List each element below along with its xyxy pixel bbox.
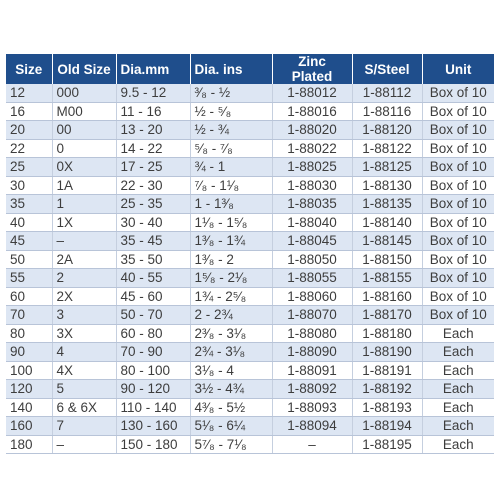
cell-zinc-plated: 1-88080: [272, 324, 352, 343]
cell-dia-mm: 11 - 16: [116, 102, 190, 121]
cell-unit: Box of 10: [422, 213, 494, 232]
table-row: [6, 250, 494, 269]
cell-size: 55: [6, 269, 52, 288]
cell-size: 50: [6, 250, 52, 269]
table-row: [6, 343, 494, 362]
cell-unit: Box of 10: [422, 158, 494, 177]
table-row: [6, 306, 494, 325]
cell-size: 16: [6, 102, 52, 121]
cell-dia-ins: 1¾ - 2⁵⁄₈: [190, 287, 272, 306]
cell-dia-ins: 1⁵⁄₈ - 2¹⁄₈: [190, 269, 272, 288]
cell-size: 40: [6, 213, 52, 232]
cell-old-size: –: [52, 232, 116, 251]
cell-dia-mm: 70 - 90: [116, 343, 190, 362]
cell-unit: Box of 10: [422, 195, 494, 214]
header-size: Size: [6, 54, 52, 84]
cell-zinc-plated: 1-88091: [272, 361, 352, 380]
cell-zinc-plated: 1-88050: [272, 250, 352, 269]
cell-stainless-steel: 1-88193: [352, 398, 422, 417]
table-row: [6, 121, 494, 140]
cell-dia-ins: ½ - ¾: [190, 121, 272, 140]
cell-dia-ins: ¾ - 1: [190, 158, 272, 177]
cell-old-size: 6 & 6X: [52, 398, 116, 417]
table-header-row: [6, 54, 494, 84]
cell-zinc-plated: 1-88094: [272, 417, 352, 436]
cell-zinc-plated: 1-88090: [272, 343, 352, 362]
cell-dia-ins: ½ - ⁵⁄₈: [190, 102, 272, 121]
cell-zinc-plated: –: [272, 435, 352, 454]
table-row: [6, 84, 494, 102]
cell-size: 180: [6, 435, 52, 454]
cell-stainless-steel: 1-88180: [352, 324, 422, 343]
cell-unit: Box of 10: [422, 250, 494, 269]
cell-dia-mm: 110 - 140: [116, 398, 190, 417]
cell-stainless-steel: 1-88125: [352, 158, 422, 177]
cell-dia-mm: 90 - 120: [116, 380, 190, 399]
table-row: [6, 213, 494, 232]
cell-old-size: 2: [52, 269, 116, 288]
header-unit: Unit: [422, 54, 494, 84]
cell-stainless-steel: 1-88194: [352, 417, 422, 436]
table-row: [6, 361, 494, 380]
cell-zinc-plated: 1-88093: [272, 398, 352, 417]
cell-stainless-steel: 1-88130: [352, 176, 422, 195]
cell-size: 20: [6, 121, 52, 140]
table-row: [6, 269, 494, 288]
cell-stainless-steel: 1-88150: [352, 250, 422, 269]
table-row: [6, 324, 494, 343]
cell-old-size: 1A: [52, 176, 116, 195]
cell-size: 120: [6, 380, 52, 399]
cell-stainless-steel: 1-88192: [352, 380, 422, 399]
cell-zinc-plated: 1-88092: [272, 380, 352, 399]
cell-size: 22: [6, 139, 52, 158]
cell-zinc-plated: 1-88070: [272, 306, 352, 325]
header-dia-ins: Dia. ins: [190, 54, 272, 84]
cell-old-size: –: [52, 435, 116, 454]
cell-dia-mm: 130 - 160: [116, 417, 190, 436]
cell-unit: Box of 10: [422, 232, 494, 251]
cell-size: 45: [6, 232, 52, 251]
cell-dia-ins: 5⁷⁄₈ - 7¹⁄₈: [190, 435, 272, 454]
cell-unit: Each: [422, 343, 494, 362]
cell-stainless-steel: 1-88116: [352, 102, 422, 121]
cell-old-size: 2A: [52, 250, 116, 269]
cell-unit: Box of 10: [422, 139, 494, 158]
cell-dia-ins: 2³⁄₈ - 3¹⁄₈: [190, 324, 272, 343]
cell-old-size: 7: [52, 417, 116, 436]
cell-unit: Each: [422, 435, 494, 454]
cell-old-size: 4: [52, 343, 116, 362]
cell-stainless-steel: 1-88191: [352, 361, 422, 380]
cell-dia-mm: 45 - 60: [116, 287, 190, 306]
cell-dia-ins: 4³⁄₈ - 5½: [190, 398, 272, 417]
cell-unit: Each: [422, 398, 494, 417]
cell-zinc-plated: 1-88055: [272, 269, 352, 288]
header-dia-mm: Dia.mm: [116, 54, 190, 84]
cell-dia-ins: 1¹⁄₈ - 1⁵⁄₈: [190, 213, 272, 232]
cell-dia-ins: 2 - 2¾: [190, 306, 272, 325]
table-row: [6, 398, 494, 417]
cell-dia-mm: 60 - 80: [116, 324, 190, 343]
cell-dia-ins: ⁵⁄₈ - ⁷⁄₈: [190, 139, 272, 158]
cell-old-size: M00: [52, 102, 116, 121]
cell-zinc-plated: 1-88060: [272, 287, 352, 306]
cell-dia-mm: 150 - 180: [116, 435, 190, 454]
cell-unit: Each: [422, 380, 494, 399]
cell-unit: Each: [422, 324, 494, 343]
cell-size: 25: [6, 158, 52, 177]
cell-unit: Box of 10: [422, 84, 494, 102]
table-row: [6, 195, 494, 214]
cell-size: 140: [6, 398, 52, 417]
cell-unit: Box of 10: [422, 287, 494, 306]
cell-size: 80: [6, 324, 52, 343]
cell-stainless-steel: 1-88112: [352, 84, 422, 102]
product-table-container: [6, 54, 494, 454]
cell-stainless-steel: 1-88145: [352, 232, 422, 251]
cell-dia-mm: 13 - 20: [116, 121, 190, 140]
cell-size: 60: [6, 287, 52, 306]
cell-stainless-steel: 1-88122: [352, 139, 422, 158]
header-stainless-steel: S/Steel: [352, 54, 422, 84]
cell-unit: Box of 10: [422, 102, 494, 121]
cell-old-size: 1X: [52, 213, 116, 232]
cell-size: 35: [6, 195, 52, 214]
cell-zinc-plated: 1-88022: [272, 139, 352, 158]
table-row: [6, 417, 494, 436]
table-row: [6, 176, 494, 195]
table-body: [6, 84, 494, 454]
cell-stainless-steel: 1-88160: [352, 287, 422, 306]
cell-zinc-plated: 1-88020: [272, 121, 352, 140]
cell-dia-mm: 17 - 25: [116, 158, 190, 177]
cell-zinc-plated: 1-88045: [272, 232, 352, 251]
cell-size: 70: [6, 306, 52, 325]
cell-old-size: 0: [52, 139, 116, 158]
cell-size: 90: [6, 343, 52, 362]
cell-dia-mm: 14 - 22: [116, 139, 190, 158]
cell-old-size: 0X: [52, 158, 116, 177]
table-row: [6, 102, 494, 121]
cell-dia-mm: 35 - 45: [116, 232, 190, 251]
cell-zinc-plated: 1-88025: [272, 158, 352, 177]
cell-dia-mm: 40 - 55: [116, 269, 190, 288]
cell-zinc-plated: 1-88035: [272, 195, 352, 214]
table-row: [6, 380, 494, 399]
cell-old-size: 2X: [52, 287, 116, 306]
cell-dia-ins: 2¾ - 3¹⁄₈: [190, 343, 272, 362]
cell-dia-mm: 9.5 - 12: [116, 84, 190, 102]
cell-size: 100: [6, 361, 52, 380]
cell-stainless-steel: 1-88155: [352, 269, 422, 288]
table-row: [6, 139, 494, 158]
cell-dia-mm: 30 - 40: [116, 213, 190, 232]
cell-zinc-plated: 1-88016: [272, 102, 352, 121]
cell-old-size: 000: [52, 84, 116, 102]
cell-unit: Each: [422, 361, 494, 380]
cell-dia-ins: ⁷⁄₈ - 1¹⁄₈: [190, 176, 272, 195]
cell-old-size: 5: [52, 380, 116, 399]
cell-stainless-steel: 1-88195: [352, 435, 422, 454]
cell-unit: Box of 10: [422, 306, 494, 325]
cell-unit: Each: [422, 417, 494, 436]
cell-dia-ins: 3¹⁄₈ - 4: [190, 361, 272, 380]
cell-unit: Box of 10: [422, 121, 494, 140]
cell-dia-ins: 5¹⁄₈ - 6¼: [190, 417, 272, 436]
cell-size: 12: [6, 84, 52, 102]
cell-dia-ins: 1 - 1³⁄₈: [190, 195, 272, 214]
cell-zinc-plated: 1-88030: [272, 176, 352, 195]
cell-stainless-steel: 1-88190: [352, 343, 422, 362]
cell-old-size: 00: [52, 121, 116, 140]
cell-zinc-plated: 1-88040: [272, 213, 352, 232]
table-row: [6, 158, 494, 177]
header-old-size: Old Size: [52, 54, 116, 84]
cell-dia-ins: 1³⁄₈ - 2: [190, 250, 272, 269]
cell-dia-mm: 35 - 50: [116, 250, 190, 269]
cell-dia-mm: 50 - 70: [116, 306, 190, 325]
table-row: [6, 435, 494, 454]
cell-old-size: 1: [52, 195, 116, 214]
cell-unit: Box of 10: [422, 269, 494, 288]
cell-size: 160: [6, 417, 52, 436]
table-row: [6, 232, 494, 251]
cell-stainless-steel: 1-88120: [352, 121, 422, 140]
cell-zinc-plated: 1-88012: [272, 84, 352, 102]
cell-dia-ins: 1³⁄₈ - 1¾: [190, 232, 272, 251]
cell-dia-ins: 3½ - 4¾: [190, 380, 272, 399]
header-zinc-plated: Zinc Plated: [272, 54, 352, 84]
cell-old-size: 3X: [52, 324, 116, 343]
cell-stainless-steel: 1-88140: [352, 213, 422, 232]
table-row: [6, 287, 494, 306]
cell-dia-mm: 25 - 35: [116, 195, 190, 214]
cell-size: 30: [6, 176, 52, 195]
cell-dia-ins: ³⁄₈ - ½: [190, 84, 272, 102]
cell-old-size: 4X: [52, 361, 116, 380]
product-size-table: [6, 54, 494, 454]
cell-dia-mm: 22 - 30: [116, 176, 190, 195]
cell-old-size: 3: [52, 306, 116, 325]
cell-stainless-steel: 1-88135: [352, 195, 422, 214]
cell-dia-mm: 80 - 100: [116, 361, 190, 380]
cell-stainless-steel: 1-88170: [352, 306, 422, 325]
cell-unit: Box of 10: [422, 176, 494, 195]
